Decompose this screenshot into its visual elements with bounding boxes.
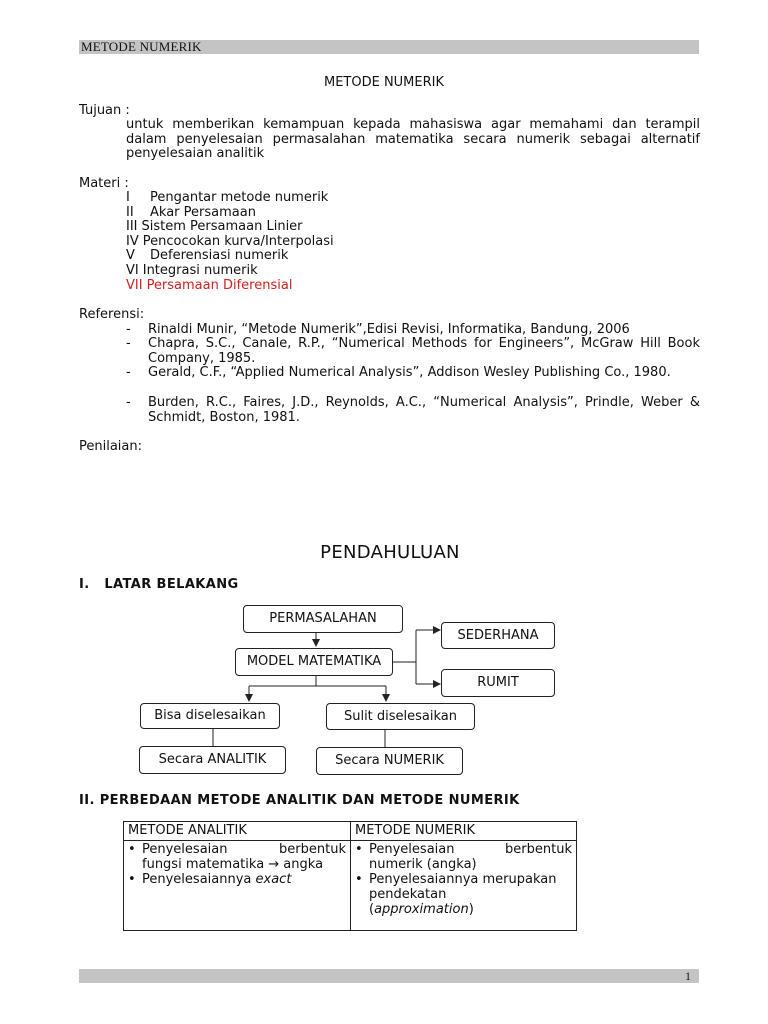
- materi-text: Akar Persamaan: [150, 204, 256, 220]
- materi-num: III: [126, 219, 138, 235]
- box-permasalahan: PERMASALAHAN: [243, 605, 403, 633]
- table-row: [124, 841, 577, 931]
- section-title: PENDAHULUAN: [320, 542, 460, 563]
- materi-text: Sistem Persamaan Linier: [141, 219, 303, 235]
- box-secara-analitik: Secara ANALITIK: [139, 746, 286, 774]
- materi-num: V: [126, 248, 135, 264]
- materi-text: Persamaan Diferensial: [146, 277, 293, 293]
- box-sulit-diselesaikan: Sulit diselesaikan: [326, 703, 475, 730]
- materi-num: VI: [126, 262, 139, 278]
- materi-text: Pengantar metode numerik: [150, 190, 329, 205]
- reference-item: - Chapra, S.C., Canale, R.P., “Numerical Methods for Engineers”, McGraw Hill Book Company, 1985.: [126, 336, 700, 366]
- reference-item: - Gerald, C.F., “Applied Numerical Analysis”, Addison Wesley Publishing Co., 1980.: [126, 366, 700, 381]
- materi-num: II: [126, 204, 134, 220]
- box-secara-numerik: Secara NUMERIK: [316, 747, 463, 775]
- list-item: • Penyelesaiannya merupakan pendekatan (approximation): [355, 872, 557, 917]
- cell-analitik: [124, 841, 351, 931]
- reference-item: - Rinaldi Munir, “Metode Numerik”,Edisi Revisi, Informatika, Bandung, 2006: [126, 323, 700, 338]
- section-2-heading: II. PERBEDAAN METODE ANALITIK DAN METODE NUMERIK: [79, 793, 520, 808]
- materi-text: Deferensiasi numerik: [150, 248, 289, 264]
- page-number: 1: [685, 969, 691, 983]
- list-item: • Penyelesaian berbentuk numerik (angka): [355, 842, 572, 872]
- materi-text: Integrasi numerik: [142, 262, 258, 278]
- page-footer: [79, 969, 699, 983]
- column-header-analitik: METODE ANALITIK: [124, 822, 351, 841]
- tujuan-text: untuk memberikan kemampuan kepada mahasiswa agar memahami dan terampil dalam penyelesaian permasalahan matematika secara numerik sebagai alternatif penyelesaian analitik: [126, 117, 700, 162]
- reference-text: Rinaldi Munir, “Metode Numerik”,Edisi Revisi, Informatika, Bandung, 2006: [148, 322, 630, 337]
- materi-num: VII: [126, 277, 143, 293]
- reference-item: - Burden, R.C., Faires, J.D., Reynolds, A.C., “Numerical Analysis”, Prindle, Weber & Schmidt, Boston, 1981.: [126, 395, 700, 425]
- referensi-label: Referensi:: [79, 307, 145, 322]
- list-item: • Penyelesaian berbentuk fungsi matematika → angka: [128, 842, 346, 872]
- reference-text: Gerald, C.F., “Applied Numerical Analysis”, Addison Wesley Publishing Co., 1980.: [148, 365, 671, 380]
- materi-label: Materi :: [79, 176, 129, 191]
- comparison-table: [123, 821, 577, 931]
- reference-text: Burden, R.C., Faires, J.D., Reynolds, A.C., “Numerical Analysis”, Prindle, Weber & Schmidt, Boston, 1981.: [148, 395, 700, 425]
- box-bisa-diselesaikan: Bisa diselesaikan: [140, 703, 280, 729]
- materi-text: Pencocokan kurva/Interpolasi: [142, 233, 334, 249]
- box-rumit: RUMIT: [441, 669, 555, 697]
- section-1-heading: I. LATAR BELAKANG: [79, 577, 239, 592]
- box-model-matematika: MODEL MATEMATIKA: [235, 648, 393, 676]
- tujuan-label: Tujuan :: [79, 103, 130, 118]
- document-title: METODE NUMERIK: [323, 75, 445, 90]
- column-header-numerik: METODE NUMERIK: [351, 822, 577, 841]
- running-header-title: METODE NUMERIK: [81, 39, 202, 54]
- box-sederhana: SEDERHANA: [441, 622, 555, 649]
- reference-text: Chapra, S.C., Canale, R.P., “Numerical Methods for Engineers”, McGraw Hill Book Company, 1985.: [148, 336, 700, 366]
- materi-num: I: [126, 190, 130, 205]
- list-item: • Penyelesaiannya exact: [128, 872, 292, 887]
- cell-numerik: [351, 841, 577, 931]
- table-header-row: [124, 822, 577, 841]
- materi-num: IV: [126, 233, 139, 249]
- penilaian-label: Penilaian:: [79, 439, 143, 454]
